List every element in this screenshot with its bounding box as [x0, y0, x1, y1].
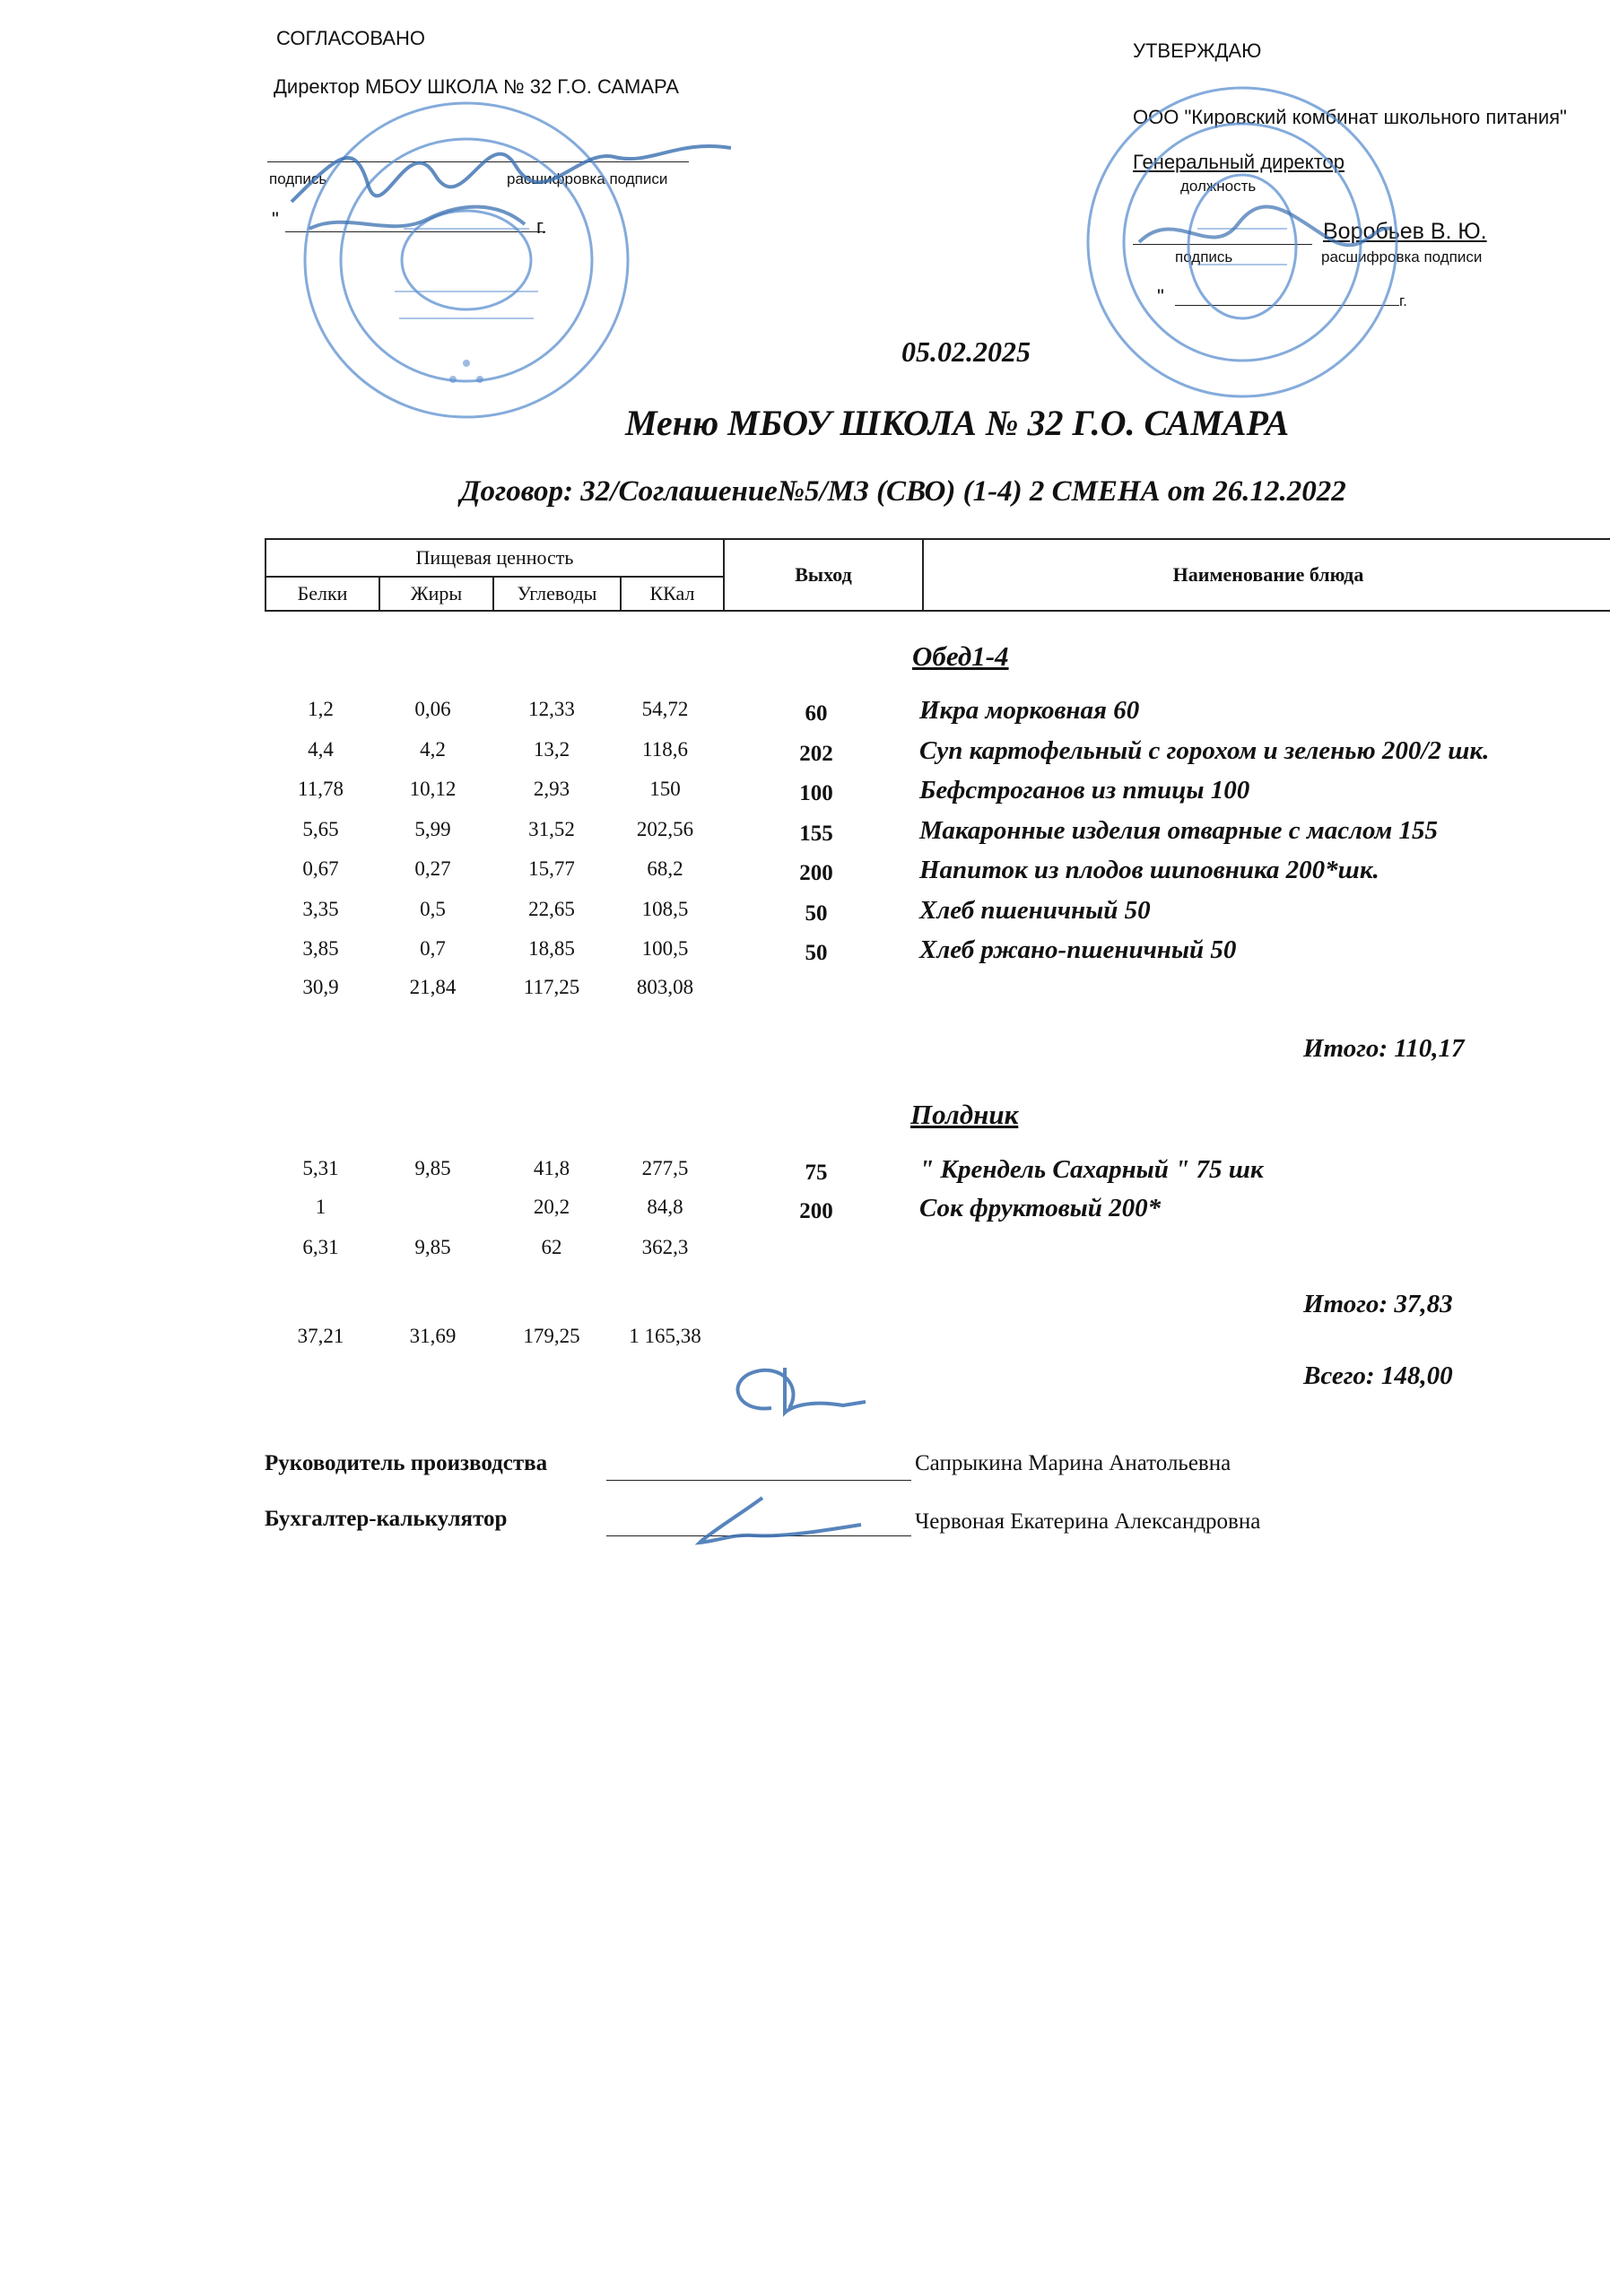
- accountant-name: Червоная Екатерина Александровна: [915, 1509, 1261, 1534]
- lunch-row-k: 150: [649, 778, 681, 800]
- year-suffix: г.: [536, 215, 547, 238]
- lunch-row-c: 12,33: [528, 698, 575, 720]
- lunch-row-dish-name: Хлеб ржано-пшеничный 50: [919, 935, 1237, 964]
- lunch-row-output: 50: [805, 900, 828, 926]
- lunch-row-dish-name: Суп картофельный с горохом и зеленью 200/2 шк.: [919, 735, 1490, 765]
- approve-label: УТВЕРЖДАЮ: [1133, 39, 1262, 62]
- lunch-section-title: Обед1-4: [912, 640, 1009, 672]
- snack-sum-c: 62: [541, 1236, 562, 1258]
- snack-row-k: 84,8: [647, 1196, 683, 1218]
- snack-row-f: 9,85: [414, 1157, 451, 1179]
- production-head-signature-line: [606, 1480, 911, 1481]
- lunch-row-k: 118,6: [642, 737, 688, 761]
- lunch-row-output: 202: [799, 741, 833, 766]
- lunch-sum-f: 21,84: [409, 976, 457, 998]
- snack-row-p: 1: [315, 1196, 326, 1218]
- lunch-row-output: 60: [805, 701, 828, 726]
- lunch-row-dish-name: Напиток из плодов шиповника 200*шк.: [919, 856, 1379, 884]
- right-date-quote: ": [1157, 285, 1164, 308]
- page-title: Меню МБОУ ШКОЛА № 32 Г.О. САМАРА: [625, 403, 1290, 443]
- accountant-label: Бухгалтер-калькулятор: [265, 1507, 508, 1531]
- lunch-row-k: 202,56: [636, 817, 694, 840]
- lunch-row-k: 68,2: [647, 857, 683, 880]
- signature-caption: подпись: [269, 170, 327, 187]
- production-head-label: Руководитель производства: [265, 1451, 548, 1475]
- lunch-sum-p: 30,9: [302, 976, 339, 998]
- lunch-row-c: 22,65: [528, 897, 575, 920]
- lunch-row-dish-name: Макаронные изделия отварные с маслом 155: [919, 815, 1439, 845]
- grand-total: Всего: 148,00: [1303, 1361, 1453, 1390]
- grand-sum-kcal: 1 165,38: [629, 1325, 701, 1347]
- lunch-row-k: 54,72: [641, 698, 689, 720]
- accountant-signature: [646, 1489, 879, 1561]
- lunch-row-c: 2,93: [533, 778, 570, 800]
- snack-row-output: 200: [799, 1199, 833, 1223]
- lunch-sum-c: 117,25: [523, 976, 580, 998]
- dish-name-header: Наименование блюда: [923, 539, 1610, 611]
- lunch-row-dish-name: Хлеб пшеничный 50: [919, 895, 1151, 925]
- position-value: Генеральный директор: [1133, 151, 1345, 173]
- snack-sum-p: 6,31: [302, 1236, 339, 1258]
- lunch-row-f: 0,5: [420, 897, 446, 920]
- date-quote: ": [272, 208, 279, 230]
- snack-row-p: 5,31: [302, 1157, 339, 1179]
- lunch-row-dish-name: Икра морковная 60: [919, 696, 1140, 725]
- lunch-row-c: 13,2: [533, 737, 570, 761]
- carbs-header: Углеводы: [493, 577, 621, 611]
- director-label: Директор МБОУ ШКОЛА № 32 Г.О. САМАРА: [274, 75, 679, 98]
- snack-sum-k: 362,3: [641, 1236, 689, 1258]
- director-name: Воробьев В. Ю.: [1323, 219, 1487, 244]
- lunch-row-f: 0,27: [414, 857, 451, 880]
- director-signature: [283, 103, 749, 247]
- output-header: Выход: [724, 539, 923, 611]
- lunch-row-p: 3,85: [302, 937, 339, 960]
- snack-row-k: 277,5: [641, 1157, 689, 1179]
- lunch-row-output: 200: [799, 861, 833, 885]
- right-year-suffix: г.: [1399, 292, 1407, 309]
- protein-header: Белки: [265, 577, 379, 611]
- lunch-row-p: 1,2: [308, 698, 334, 720]
- snack-sum-f: 9,85: [414, 1236, 451, 1258]
- lunch-row-f: 0,06: [414, 698, 451, 720]
- lunch-row-p: 0,67: [302, 857, 339, 880]
- nutrition-header: Пищевая ценность: [265, 539, 724, 577]
- lunch-row-k: 108,5: [641, 897, 689, 920]
- lunch-row-f: 4,2: [420, 737, 446, 761]
- right-decode-caption: расшифровка подписи: [1321, 248, 1483, 265]
- lunch-row-output: 155: [799, 821, 833, 846]
- kcal-header: ККал: [621, 577, 724, 611]
- snack-row-c: 20,2: [533, 1196, 570, 1218]
- lunch-row-f: 5,99: [414, 817, 451, 840]
- lunch-sum-k: 803,08: [636, 976, 694, 998]
- snack-total: Итого: 37,83: [1303, 1290, 1453, 1318]
- table-header: [265, 538, 1610, 612]
- snack-row-dish-name: Сок фруктовый 200*: [919, 1194, 1162, 1222]
- agreed-label: СОГЛАСОВАНО: [276, 27, 425, 49]
- grand-sum-carbs: 179,25: [523, 1325, 580, 1347]
- lunch-row-c: 15,77: [528, 857, 575, 880]
- grand-sum-fat: 31,69: [409, 1325, 457, 1347]
- snack-row-output: 75: [805, 1161, 828, 1185]
- lunch-total: Итого: 110,17: [1303, 1034, 1465, 1063]
- lunch-row-f: 0,7: [420, 937, 446, 960]
- general-director-signature: [1130, 188, 1399, 296]
- lunch-row-output: 100: [799, 781, 833, 805]
- fat-header: Жиры: [379, 577, 493, 611]
- menu-date: 05.02.2025: [901, 335, 1031, 368]
- grand-sum-protein: 37,21: [297, 1325, 344, 1347]
- position-caption: должность: [1180, 178, 1257, 195]
- snack-row-dish-name: " Крендель Сахарный " 75 шк: [919, 1155, 1264, 1184]
- grand-total-signature: [718, 1359, 870, 1431]
- lunch-row-k: 100,5: [641, 937, 689, 960]
- lunch-row-p: 5,65: [302, 817, 339, 840]
- lunch-row-dish-name: Бефстроганов из птицы 100: [919, 776, 1250, 804]
- lunch-row-p: 11,78: [298, 778, 344, 800]
- snack-section-title: Полдник: [910, 1099, 1019, 1130]
- lunch-row-c: 31,52: [528, 817, 575, 840]
- lunch-row-output: 50: [805, 941, 828, 965]
- snack-row-c: 41,8: [533, 1157, 570, 1179]
- lunch-row-p: 3,35: [302, 897, 339, 920]
- lunch-row-p: 4,4: [308, 737, 334, 761]
- production-head-name: Сапрыкина Марина Анатольевна: [915, 1451, 1231, 1475]
- lunch-row-f: 10,12: [409, 778, 457, 800]
- org-label: ООО "Кировский комбинат школьного питания": [1133, 106, 1567, 128]
- contract-line: Договор: 32/Соглашение№5/МЗ (СВО) (1-4) 2 СМЕНА от 26.12.2022: [460, 475, 1346, 508]
- lunch-row-c: 18,85: [528, 937, 575, 960]
- decode-caption: расшифровка подписи: [507, 170, 668, 187]
- right-signature-caption: подпись: [1175, 248, 1233, 265]
